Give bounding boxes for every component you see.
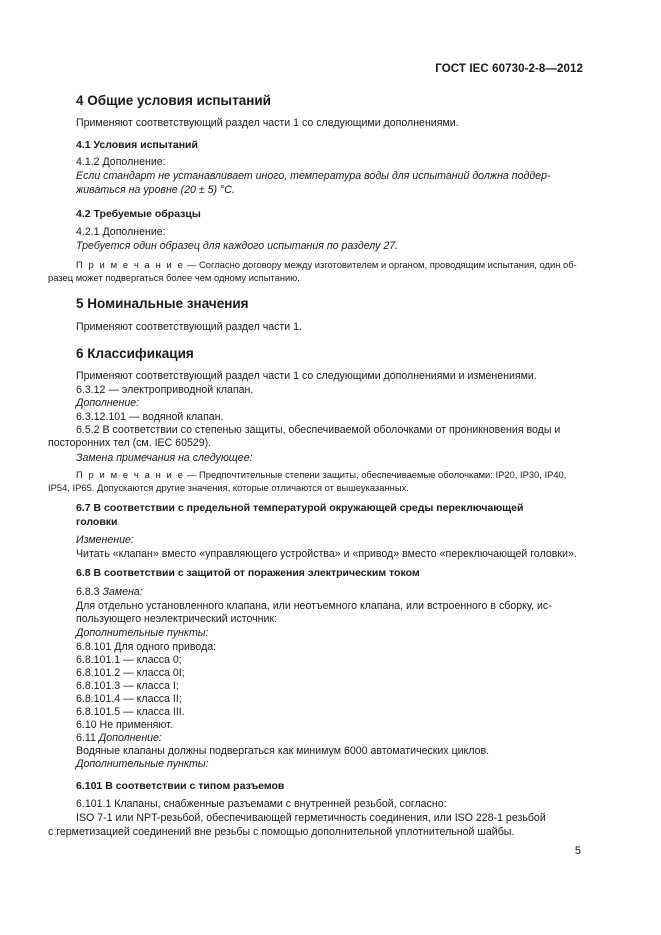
clause-6-8-101: 6.8.101 Для одного привода: <box>76 641 217 653</box>
valves-cycles-text: Водяные клапаны должны подвергаться как минимум 6000 автоматических циклов. <box>76 745 490 757</box>
clause-6-5-2-line-2: посторонних тел (см. IEC 60529). <box>48 437 212 449</box>
standard-header: ГОСТ IEC 60730-2-8—2012 <box>435 63 583 75</box>
clause-4-1-2 <box>76 155 166 169</box>
section-5-title: 5 Номинальные значения <box>76 296 249 311</box>
section-4-intro: Применяют соответствующий раздел части 1 со следующими дополнениями. <box>76 117 459 129</box>
clause-6-8-3-line-2: пользующего неэлектрический источник: <box>76 613 278 625</box>
section-4-1-title: 4.1 Условия испытаний <box>76 139 198 151</box>
clause-6-8-3-line-1: Для отдельно установленного клапана, или неотъемного клапана, или встроенного в сборку, ис- <box>76 600 552 612</box>
page-number: 5 <box>574 845 581 857</box>
note-6-line-2: IP54, IP65. Допускаются другие значения, которые отличаются от вышеуказанных. <box>48 482 409 493</box>
clause-4-2-1-text: Требуется один образец для каждого испытания по разделу 27. <box>76 240 399 252</box>
clause-6-101-1-line-3: с герметизацией соединений вне резьбы с помощью дополнительной уплотнительной шайбы. <box>48 826 515 838</box>
clause-6-8-101-1: 6.8.101.1 — класса 0; <box>76 654 182 666</box>
clause-6-3-12-101: 6.3.12.101 — водяной клапан. <box>76 411 224 423</box>
addition-label: Дополнение: <box>76 397 140 409</box>
replace-note-label: Замена примечания на следующее: <box>76 452 253 464</box>
replace-word: Замена: <box>102 586 143 598</box>
note-label: П р и м е ч а н и е <box>76 259 185 270</box>
note-label: П р и м е ч а н и е <box>76 469 185 480</box>
clause-4-2-1: 4.2.1 Дополнение: <box>76 226 166 238</box>
clause-6-8-101-4: 6.8.101.4 — класса II; <box>76 693 182 705</box>
section-4-2-title: 4.2 Требуемые образцы <box>76 208 201 220</box>
note-4-line-2: разец может подвергаться более чем одному испытанию. <box>48 272 300 283</box>
clause-6-8-3: 6.8.3 Замена: <box>76 586 143 598</box>
clause-6-11: 6.11 Дополнение: <box>76 732 162 744</box>
extra-items-label: Дополнительные пункты: <box>76 627 209 639</box>
note-text: — Предпочтительные степени защиты, обеспечиваемые оболочками: IP20, IP30, IP40, <box>184 469 567 480</box>
section-6-7-title-line-1: 6.7 В соответствии с предельной температурой окружающей среды переключающей <box>76 502 524 514</box>
clause-6-8-101-5: 6.8.101.5 — класса III. <box>76 706 185 718</box>
addition-word: Дополнение: <box>98 732 162 744</box>
section-6-7-title-line-2: головки <box>76 516 118 528</box>
clause-4-1-2-line-1: Если стандарт не устанавливает иного, температура воды для испытаний должна поддер- <box>76 170 551 182</box>
clause-6-101-1-line-2: ISO 7-1 или NPT-резьбой, обеспечивающей герметичность соединения, или ISO 228-1 резьбой <box>76 812 546 824</box>
clause-4-1-2-line-2: живаться на уровне (20 ± 5) °С. <box>76 184 235 196</box>
clause-4-1-2-label: 4.1.2 Дополнение: <box>76 156 166 168</box>
section-6-intro: Применяют соответствующий раздел части 1 со следующими дополнениями и изменениями. <box>76 370 537 382</box>
section-5-text: Применяют соответствующий раздел части 1. <box>76 321 302 333</box>
section-6-8-title: 6.8 В соответствии с защитой от поражения электрическим током <box>76 567 420 579</box>
extra-items-label-2: Дополнительные пункты: <box>76 758 209 770</box>
clause-6-3-12: 6.3.12 — электроприводной клапан. <box>76 384 254 396</box>
clause-6-8-101-3: 6.8.101.3 — класса I; <box>76 680 179 692</box>
section-4-title: 4 Общие условия испытаний <box>76 93 271 108</box>
clause-6-5-2-line-1: 6.5.2 В соответствии со степенью защиты, обеспечиваемой оболочками от проникновения воды и <box>76 424 561 436</box>
clause-6-101-1: 6.101.1 Клапаны, снабженные разъемами с внутренней резьбой, согласно: <box>76 798 447 810</box>
clause-6-8-101-2: 6.8.101.2 — класса 0I; <box>76 667 185 679</box>
clause-6-10: 6.10 Не применяют. <box>76 719 173 731</box>
section-6-title: 6 Классификация <box>76 346 194 361</box>
section-6-101-title: 6.101 В соответствии с типом разъемов <box>76 780 285 792</box>
note-6-line-1 <box>76 468 566 482</box>
section-6-7-text: Читать «клапан» вместо «управляющего устройства» и «привод» вместо «переключающей головки». <box>76 548 577 560</box>
note-4-line-1 <box>76 258 577 272</box>
note-text: — Согласно договору между изготовителем и органом, проводящим испытания, один об- <box>184 259 577 270</box>
change-label: Изменение: <box>76 534 134 546</box>
